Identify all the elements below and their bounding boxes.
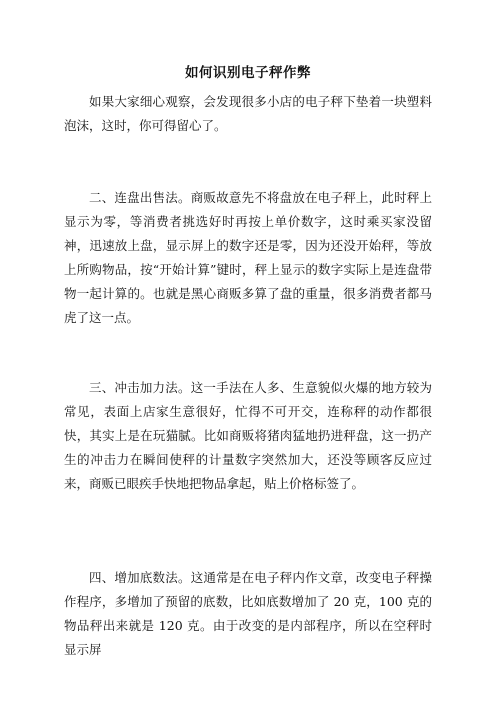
paragraph-tray-trick: 二、连盘出售法。商贩故意先不将盘放在电子秤上，此时秤上显示为零，等消费者挑选好时再按上单价数字，这时乘买家没留神，迅速放上盘，显示屏上的数字还是零，因为还没开始秤，等放上所购物品，按“开始计算”键时，秤上显示的数字实际上是连盘带物一起计算的。也就是黑心商贩多算了盘的重量，很多消费者都马虎了这一点。	[64, 190, 432, 325]
paragraph-base-number-trick: 四、增加底数法。这通常是在电子秤内作文章，改变电子秤操作程序，多增加了预留的底数，比如底数增加了 20 克，100 克的物品秤出来就是 120 克。由于改变的是内部程序，所以在空秤时显示屏	[64, 570, 432, 657]
paragraph-impact-trick: 三、冲击加力法。这一手法在人多、生意貌似火爆的地方较为常见，表面上店家生意很好，忙得不可开交，连称秤的动作都很快，其实上是在玩猫腻。比如商贩将猪肉猛地扔进秤盘，这一扔产生的冲击力在瞬间使秤的计量数字突然加大，还没等顾客反应过来，商贩已眼疾手快地把物品拿起，贴上价格标签了。	[64, 380, 432, 491]
paragraph-intro: 如果大家细心观察，会发现很多小店的电子秤下垫着一块塑料泡沫，这时，你可得留心了。	[64, 94, 432, 133]
document-title: 如何识别电子秤作弊	[185, 65, 311, 81]
